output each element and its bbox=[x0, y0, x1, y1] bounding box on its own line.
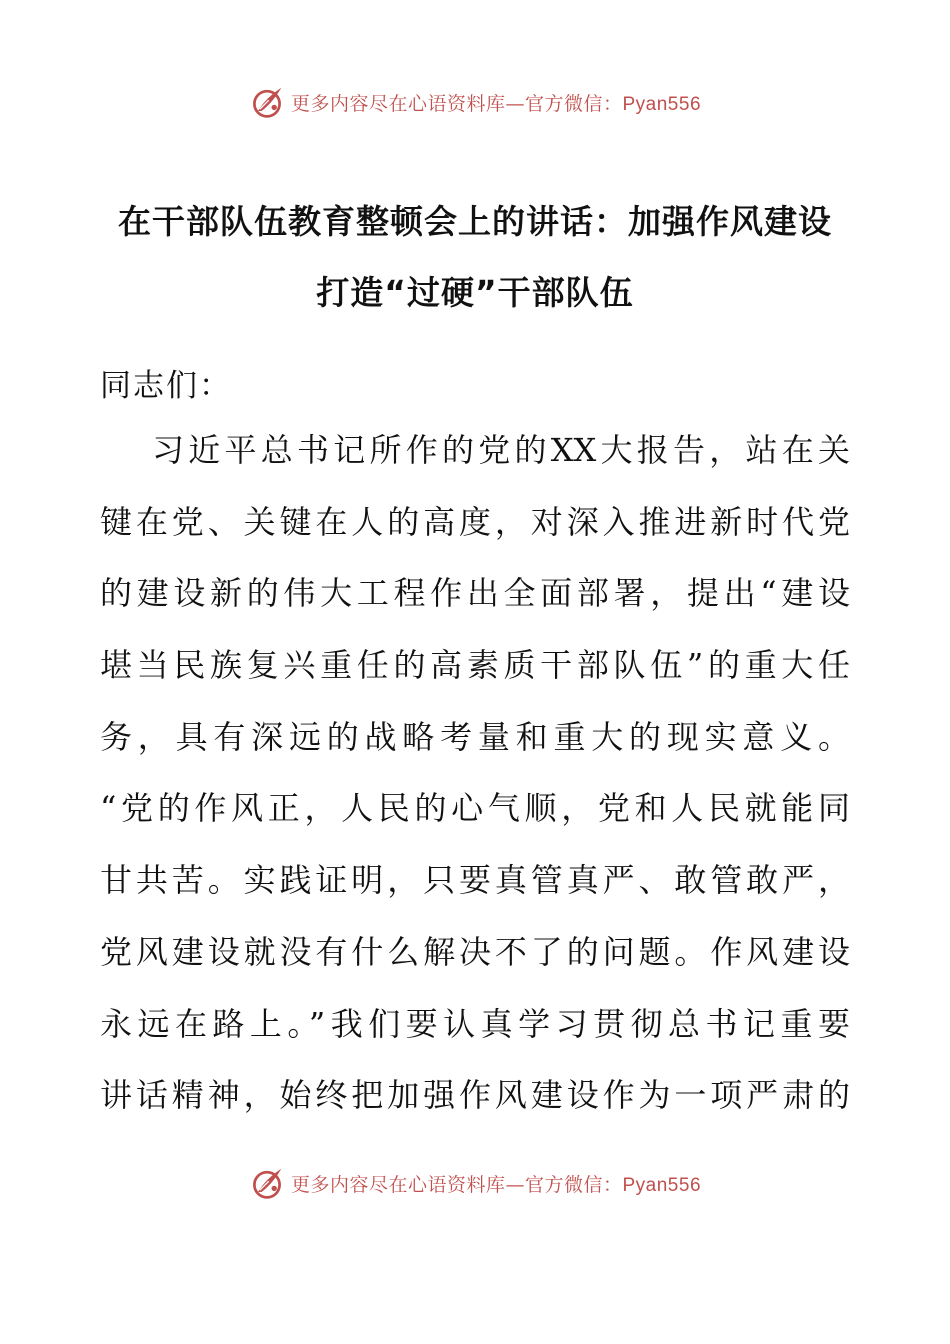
body-line: 键在党、关键在人的高度，对深入推进新时代党 bbox=[100, 502, 850, 541]
body-line: 的建设新的伟大工程作出全面部署，提出“建设 bbox=[100, 574, 850, 613]
quill-pen-logo-icon bbox=[249, 84, 285, 120]
header-watermark bbox=[0, 82, 950, 122]
body-line: 讲话精神，始终把加强作风建设作为一项严肃的 bbox=[100, 1076, 850, 1115]
quill-pen-logo-icon bbox=[249, 1165, 285, 1201]
footer-watermark bbox=[0, 1163, 950, 1203]
document-body bbox=[100, 424, 850, 1141]
document-title-line-2: 打造“过硬”干部队伍 bbox=[316, 273, 634, 312]
document-title-line-1: 在干部队伍教育整顿会上的讲话：加强作风建设 bbox=[118, 202, 832, 241]
watermark-text: 更多内容尽在心语资料库—官方微信：Pyan556 bbox=[290, 92, 702, 115]
body-line: 堪当民族复兴重任的高素质干部队伍”的重大任 bbox=[100, 646, 850, 685]
body-line: 党风建设就没有什么解决不了的问题。作风建设 bbox=[100, 932, 850, 971]
body-line: 务，具有深远的战略考量和重大的现实意义。 bbox=[100, 717, 850, 756]
watermark-text: 更多内容尽在心语资料库—官方微信：Pyan556 bbox=[290, 1173, 702, 1196]
body-line: “党的作风正，人民的心气顺，党和人民就能同 bbox=[100, 789, 850, 828]
body-line: 甘共苦。实践证明，只要真管真严、敢管敢严， bbox=[100, 861, 850, 900]
body-line: 习近平总书记所作的党的XX大报告，站在关 bbox=[152, 431, 850, 469]
body-line: 永远在路上。”我们要认真学习贯彻总书记重要 bbox=[100, 1004, 850, 1043]
salutation: 同志们： bbox=[100, 368, 232, 404]
